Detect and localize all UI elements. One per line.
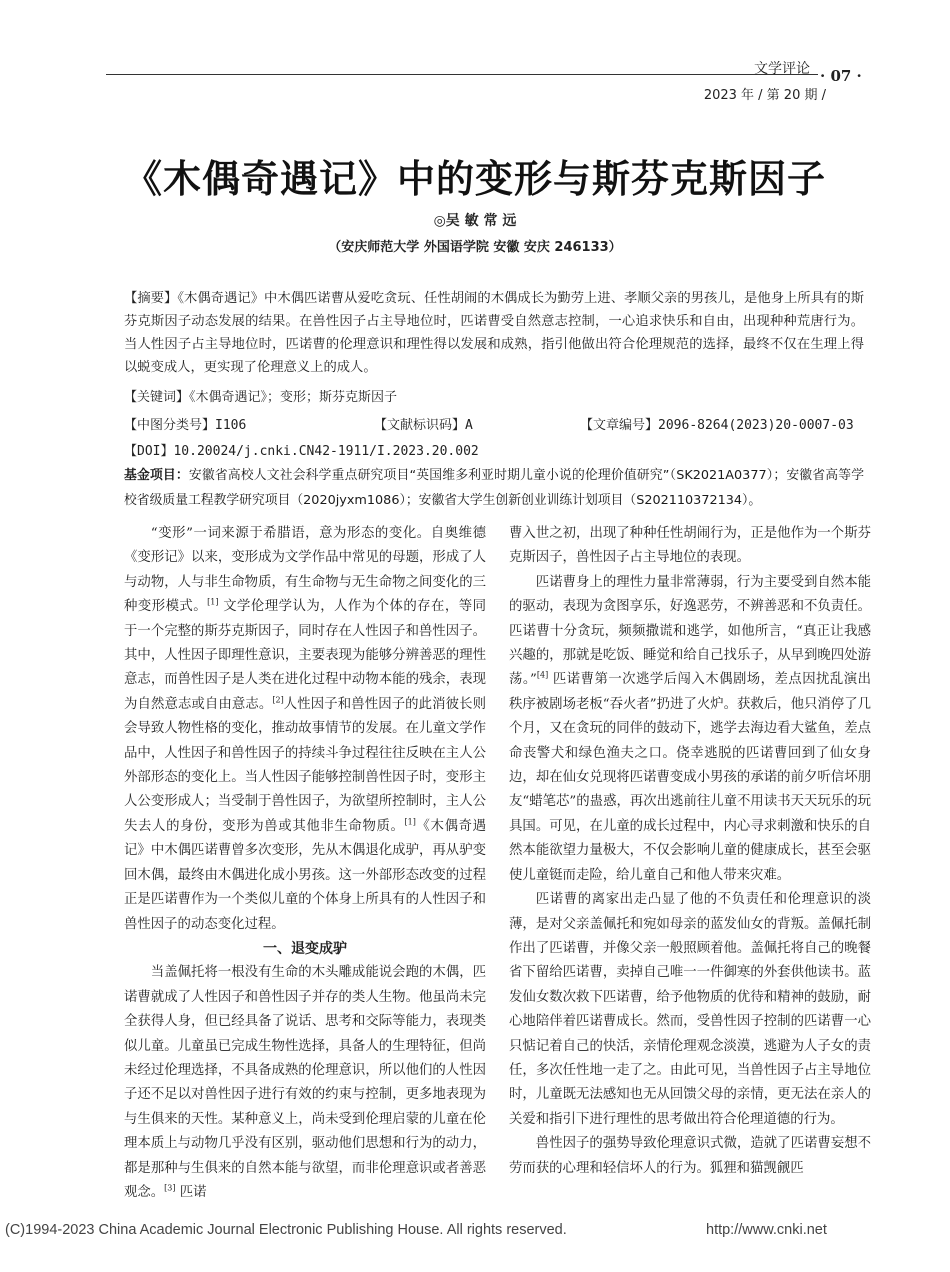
classification-number (124, 414, 246, 433)
body-text: 匹诺 (175, 1184, 207, 1200)
classification-label: 【中图分类号】 (124, 418, 216, 433)
body-paragraph: 兽性因子的强势导致伦理意识式微，造就了匹诺曹妄想不劳而获的心理和轻信坏人的行为。狐狸和猫觊觎匹 (509, 1136, 871, 1176)
copyright-notice: (C)1994-2023 China Academic Journal Electronic Publishing House. All rights reserved. (5, 1222, 567, 1238)
journal-column: 文学评论 (754, 61, 810, 77)
body-text: 人性因子和兽性因子的此消彼长则会导致人物性格的变化，推动故事情节的发展。在儿童文学作品中，人性因子和兽性因子的持续斗争过程往往反映在主人公外部形态的变化上。当人性因子能够控制兽性因子时，变形主人公变形成人；当受制于兽性因子，为欲望所控制时，主人公失去人的身份，变形为兽或其他非生命物质。 (124, 696, 487, 834)
citation-ref[interactable]: [4] (536, 670, 549, 680)
article-number (580, 414, 854, 433)
body-text: 《木偶奇遇记》中木偶匹诺曹曾多次变形，先从木偶退化成驴，再从驴变回木偶，最终由木偶进化成小男孩。这一外部形态改变的过程正是匹诺曹作为一个类似儿童的个体身上所具有的人性因子和兽性因子的动态变化过程。 (124, 818, 487, 932)
funding-text: 安徽省高校人文社会科学重点研究项目“英国维多利亚时期儿童小说的伦理价值研究”（SK2021A0377）；安徽省高等学校省级质量工程教学研究项目（2020jyxm1086）；安徽省大学生创新创业训练计划项目（S202110372134）。 (124, 468, 865, 508)
body-text: 匹诺曹第一次逃学后闯入木偶剧场，差点因扰乱演出秩序被剧场老板“吞火者”扔进了火炉。获救后，他只消停了几个月，又在贪玩的同伴的鼓动下，逃学去海边看大鲨鱼，差点命丧警犬和绿色渔夫之口。侥幸逃脱的匹诺曹回到了仙女身边，却在仙女兑现将匹诺曹变成小男孩的承诺的前夕听信坏朋友“蜡笔芯”的蛊惑，再次出逃前往儿童不用读书天天玩乐的玩具国。可见，在儿童的成长过程中，内心寻求刺激和快乐的自然本能欲望力量极大，不仅会影响儿童的健康成长，甚至会驱使儿童铤而走险，给儿童自己和他人带来灾难。 (509, 672, 871, 883)
article-title: 《木偶奇遇记》中的变形与斯芬克斯因子 (123, 157, 826, 201)
abstract-text: 《木偶奇遇记》中木偶匹诺曹从爱吃贪玩、任性胡闹的木偶成长为勤劳上进、孝顺父亲的男孩儿，是他身上所具有的斯芬克斯因子动态发展的结果。在兽性因子占主导地位时，匹诺曹受自然意志控制，一心追求快乐和自由，出现种种荒唐行为。当人性因子占主导地位时，匹诺曹的伦理意识和理性得以发展和成熟，指引他做出符合伦理规范的选择，最终不仅在生理上得以蜕变成人，更实现了伦理意义上的成人。 (124, 291, 864, 375)
body-text: 文学伦理学认为，人作为个体的存在，等同于一个完整的斯芬克斯因子，同时存在人性因子和兽性因子。其中，人性因子即理性意识，主要表现为能够分辨善恶的理性意志，而兽性因子是人类在进化过程中动物本能的残余，表现为自然意志或自由意志。 (124, 599, 486, 712)
citation-ref[interactable]: [2] (272, 695, 284, 705)
abstract (124, 287, 864, 379)
body-paragraph: 曹入世之初，出现了种种任性胡闹行为，正是他作为一个斯芬克斯因子，兽性因子占主导地位的表现。 (509, 526, 871, 566)
body-text: 匹诺曹身上的理性力量非常薄弱，行为主要受到自然本能的驱动，表现为贪图享乐，好逸恶劳，不辨善恶和不负责任。匹诺曹十分贪玩，频频撒谎和逃学，如他所言，“真正让我感兴趣的，那就是吃饭、睡觉和给自己找乐子，从早到晚四处游荡。” (509, 574, 871, 688)
citation-ref[interactable]: [3] (164, 1183, 176, 1193)
article-number-label: 【文章编号】 (580, 418, 659, 433)
document-code (374, 414, 473, 433)
body-paragraph: 匹诺曹的离家出走凸显了他的不负责任和伦理意识的淡薄，是对父亲盖佩托和宛如母亲的蓝发仙女的背叛。盖佩托制作出了匹诺曹，并像父亲一般照顾着他。盖佩托将自己的晚餐省下留给匹诺曹，卖掉自己唯一一件御寒的外套供他读书。蓝发仙女数次救下匹诺曹，给予他物质的优待和精神的鼓励，耐心地陪伴着匹诺曹成长。然而，受兽性因子控制的匹诺曹一心只惦记着自己的快活，亲情伦理观念淡漠，逃避为人子女的责任，多次任性地一走了之。由此可见，当兽性因子占主导地位时，儿童既无法感知也无从回馈父母的亲情，更无法在亲人的关爱和指引下进行理性的思考做出符合伦理道德的行为。 (509, 892, 871, 1127)
funding-note (124, 463, 864, 513)
article-number-value: 2096-8264(2023)20-0007-03 (658, 418, 854, 433)
citation-ref[interactable]: [1] (404, 817, 416, 827)
page-number: · 07 · (820, 67, 862, 85)
body-paragraph (124, 961, 486, 1205)
funding-label: 基金项目： (124, 468, 189, 483)
body-text: “变形”一词来源于希腊语，意为形态的变化。自奥维德《变形记》以来，变形成为文学作品中常见的母题，形成了人与动物，人与非生命物质，有生命物与无生命物之间变化的三种变形模式。 (124, 526, 486, 615)
keywords (124, 386, 397, 405)
author-affiliation: （安庆师范大学 外国语学院 安徽 安庆 246133） (328, 240, 622, 255)
keywords-label: 【关键词】 (124, 390, 190, 405)
article-authors: ◎吴 敏 常 远 (433, 213, 517, 229)
body-paragraph (509, 571, 871, 888)
doi (124, 440, 479, 459)
body-text: 当盖佩托将一根没有生命的木头雕成能说会跑的木偶，匹诺曹就成了人性因子和兽性因子并存的类人生物。他虽尚未完全获得人身，但已经具备了说话、思考和交际等能力，表现类似儿童。儿童虽已完成生物性选择，具备人的生理特征，但尚未经过伦理选择，不具备成熟的伦理意识，所以他们的人性因子还不足以对兽性因子进行有效的约束与控制，更多地表现为与生俱来的天性。某种意义上，尚未受到伦理启蒙的儿童在伦理本质上与动物几乎没有区别，驱动他们思想和行为的动力，都是那种与生俱来的自然本能与欲望，而非伦理意识或者善恶观念。 (124, 965, 486, 1200)
doi-label: 【DOI】 (124, 444, 174, 459)
left-column (124, 522, 486, 1205)
document-code-label: 【文献标识码】 (374, 418, 466, 433)
classification-value: I106 (215, 418, 247, 433)
doi-value: 10.20024/j.cnki.CN42-1911/I.2023.20.002 (173, 444, 479, 459)
abstract-label: 【摘要】 (124, 291, 178, 306)
issue-info: 2023 年 / 第 20 期 / (703, 88, 826, 103)
section-heading: 一、退变成驴 (263, 940, 347, 957)
cnki-link[interactable]: http://www.cnki.net (706, 1222, 827, 1238)
citation-ref[interactable]: [1] (207, 597, 219, 607)
header-rule (106, 74, 818, 75)
body-paragraph (124, 522, 486, 937)
right-column (509, 522, 871, 1181)
document-code-value: A (465, 418, 473, 433)
keywords-text: 《木偶奇遇记》；变形；斯芬克斯因子 (189, 390, 398, 405)
